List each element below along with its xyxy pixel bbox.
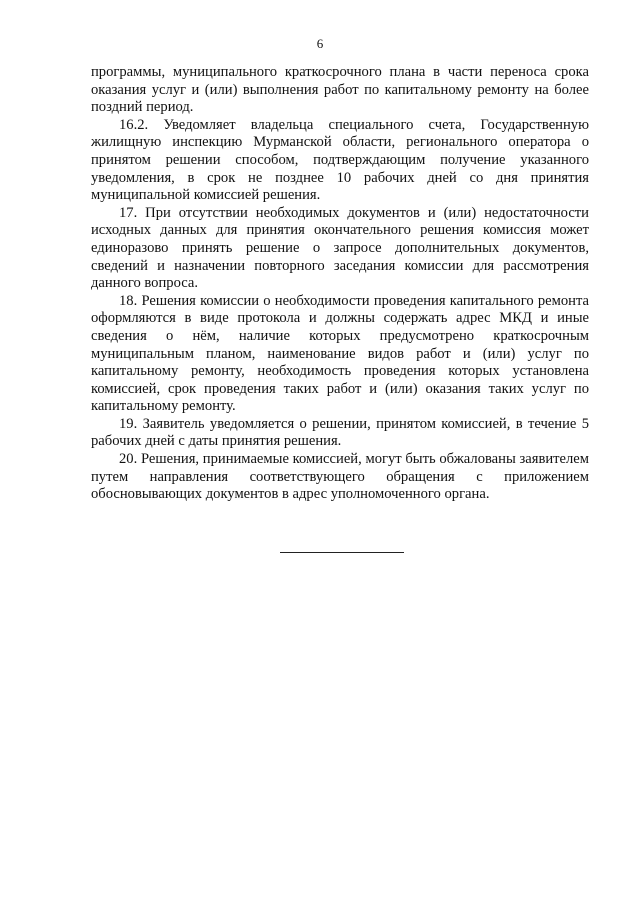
page-number: 6 (316, 36, 324, 51)
paragraph-18: 18. Решения комиссии о необходимости проведения капитального ремонта оформляются в виде протокола и должны содержать адрес МКД и иные сведения о нём, наличие которых предусмотрено краткосрочным муниципальным планом, наименование видов работ и (или) услуг по капитальному ремонту, необходимость проведения которых установлена комиссией, срок проведения таких работ и (или) оказания таких услуг по капитальному ремонту. (91, 292, 589, 415)
end-separator-line (280, 552, 404, 553)
paragraph-20: 20. Решения, принимаемые комиссией, могут быть обжалованы заявителем путем направления соответствующего обращения с приложением обосновывающих документов в адрес уполномоченного органа. (91, 451, 589, 503)
paragraph-16-2: 16.2. Уведомляет владельца специального счета, Государственную жилищную инспекцию Мурманской области, регионального оператора о принятом решении способом, подтверждающим получение указанного уведомления, в срок не позднее 10 рабочих дней со дня принятия муниципальной комиссией решения. (91, 116, 589, 204)
document-body (91, 64, 589, 504)
paragraph-17: 17. При отсутствии необходимых документов и (или) недостаточности исходных данных для принятия окончательного решения комиссия может единоразово принять решение о запросе дополнительных документов, сведений и назначении повторного заседания комиссии для рассмотрения данного вопроса. (91, 204, 589, 292)
paragraph-continuation: программы, муниципального краткосрочного плана в части переноса срока оказания услуг и (или) выполнения работ по капитальному ремонту на более поздний период. (91, 64, 589, 116)
paragraph-19: 19. Заявитель уведомляется о решении, принятом комиссией, в течение 5 рабочих дней с даты принятия решения. (91, 415, 589, 450)
